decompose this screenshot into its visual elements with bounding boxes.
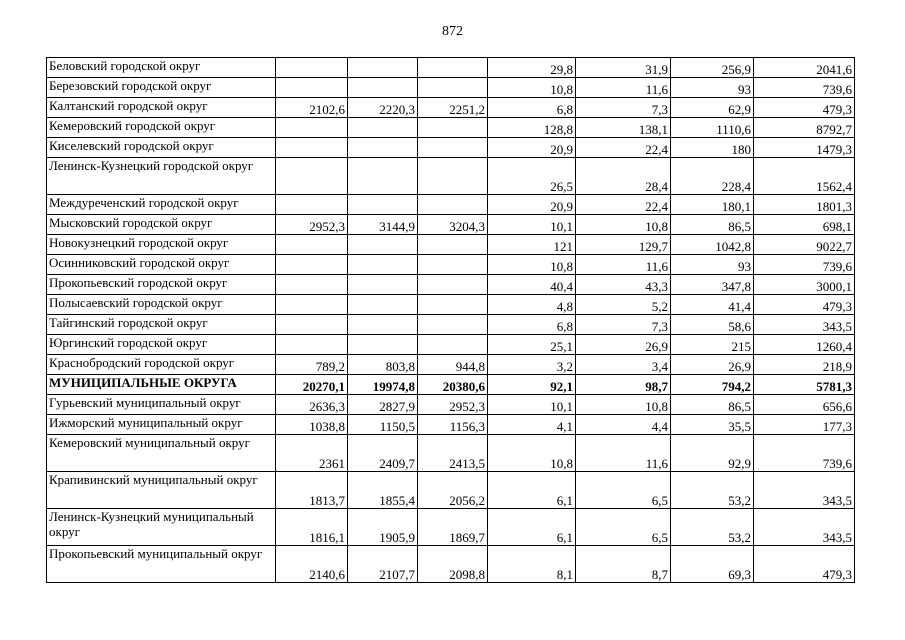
value-cell-c7: 218,9: [754, 355, 855, 375]
value-cell-c7: 479,3: [754, 98, 855, 118]
value-cell-c4: 10,8: [488, 255, 576, 275]
value-cell-c4: 6,1: [488, 509, 576, 546]
value-cell-c2: [348, 138, 418, 158]
table-row: [47, 235, 855, 255]
table-body: [47, 58, 855, 583]
value-cell-c2: 1905,9: [348, 509, 418, 546]
value-cell-c1: 789,2: [276, 355, 348, 375]
value-cell-c3: [418, 78, 488, 98]
value-cell-c2: 1855,4: [348, 472, 418, 509]
row-name-cell: Юргинский городской округ: [47, 335, 276, 355]
value-cell-c6: 86,5: [671, 215, 754, 235]
table-row: [47, 509, 855, 546]
row-name-cell: Тайгинский городской округ: [47, 315, 276, 335]
row-name-cell: Мысковский городской округ: [47, 215, 276, 235]
value-cell-c5: 10,8: [576, 395, 671, 415]
table-row: [47, 355, 855, 375]
value-cell-c5: 43,3: [576, 275, 671, 295]
value-cell-c1: [276, 295, 348, 315]
value-cell-c4: 4,8: [488, 295, 576, 315]
table-row: [47, 215, 855, 235]
value-cell-c7: 343,5: [754, 509, 855, 546]
row-name-cell: Ижморский муниципальный округ: [47, 415, 276, 435]
value-cell-c1: [276, 78, 348, 98]
value-cell-c7: 2041,6: [754, 58, 855, 78]
value-cell-c2: [348, 335, 418, 355]
value-cell-c6: 794,2: [671, 375, 754, 395]
value-cell-c4: 10,8: [488, 435, 576, 472]
value-cell-c1: 2636,3: [276, 395, 348, 415]
value-cell-c7: 5781,3: [754, 375, 855, 395]
value-cell-c7: 1562,4: [754, 158, 855, 195]
value-cell-c1: [276, 315, 348, 335]
table-row: [47, 138, 855, 158]
value-cell-c6: 215: [671, 335, 754, 355]
value-cell-c6: 256,9: [671, 58, 754, 78]
value-cell-c6: 58,6: [671, 315, 754, 335]
value-cell-c7: 8792,7: [754, 118, 855, 138]
value-cell-c5: 11,6: [576, 255, 671, 275]
value-cell-c2: 2827,9: [348, 395, 418, 415]
table-row: [47, 58, 855, 78]
value-cell-c3: [418, 275, 488, 295]
value-cell-c2: 1150,5: [348, 415, 418, 435]
value-cell-c7: 739,6: [754, 78, 855, 98]
value-cell-c5: 8,7: [576, 546, 671, 583]
value-cell-c6: 53,2: [671, 509, 754, 546]
value-cell-c7: 1260,4: [754, 335, 855, 355]
value-cell-c5: 22,4: [576, 195, 671, 215]
value-cell-c3: [418, 138, 488, 158]
value-cell-c6: 26,9: [671, 355, 754, 375]
value-cell-c5: 11,6: [576, 435, 671, 472]
value-cell-c2: [348, 78, 418, 98]
value-cell-c4: 20,9: [488, 195, 576, 215]
value-cell-c4: 6,8: [488, 98, 576, 118]
value-cell-c4: 6,1: [488, 472, 576, 509]
row-name-cell: Березовский городской округ: [47, 78, 276, 98]
value-cell-c3: 1156,3: [418, 415, 488, 435]
value-cell-c3: 2952,3: [418, 395, 488, 415]
value-cell-c3: [418, 235, 488, 255]
value-cell-c3: [418, 58, 488, 78]
value-cell-c7: 479,3: [754, 546, 855, 583]
value-cell-c4: 26,5: [488, 158, 576, 195]
row-name-cell: МУНИЦИПАЛЬНЫЕ ОКРУГА: [47, 375, 276, 395]
value-cell-c4: 10,1: [488, 215, 576, 235]
table-row: [47, 98, 855, 118]
value-cell-c4: 29,8: [488, 58, 576, 78]
table-row: [47, 118, 855, 138]
table-row: [47, 158, 855, 195]
value-cell-c6: 180,1: [671, 195, 754, 215]
row-name-cell: Прокопьевский муниципальный округ: [47, 546, 276, 583]
value-cell-c6: 1042,8: [671, 235, 754, 255]
value-cell-c5: 10,8: [576, 215, 671, 235]
value-cell-c4: 25,1: [488, 335, 576, 355]
value-cell-c2: 2107,7: [348, 546, 418, 583]
value-cell-c2: [348, 295, 418, 315]
table-row: [47, 335, 855, 355]
value-cell-c1: [276, 275, 348, 295]
value-cell-c7: 698,1: [754, 215, 855, 235]
value-cell-c3: 2098,8: [418, 546, 488, 583]
value-cell-c7: 1801,3: [754, 195, 855, 215]
value-cell-c2: [348, 158, 418, 195]
table-row: [47, 295, 855, 315]
value-cell-c2: [348, 235, 418, 255]
value-cell-c6: 228,4: [671, 158, 754, 195]
value-cell-c1: [276, 195, 348, 215]
row-name-cell: Новокузнецкий городской округ: [47, 235, 276, 255]
value-cell-c4: 4,1: [488, 415, 576, 435]
value-cell-c6: 93: [671, 78, 754, 98]
value-cell-c6: 92,9: [671, 435, 754, 472]
value-cell-c3: [418, 255, 488, 275]
value-cell-c1: 2361: [276, 435, 348, 472]
value-cell-c3: [418, 295, 488, 315]
value-cell-c1: 1816,1: [276, 509, 348, 546]
row-name-cell: Беловский городской округ: [47, 58, 276, 78]
value-cell-c4: 6,8: [488, 315, 576, 335]
table-row: [47, 435, 855, 472]
data-table: [46, 57, 855, 583]
value-cell-c1: [276, 235, 348, 255]
value-cell-c3: 3204,3: [418, 215, 488, 235]
value-cell-c4: 10,8: [488, 78, 576, 98]
value-cell-c5: 98,7: [576, 375, 671, 395]
table-row: [47, 255, 855, 275]
table-row: [47, 472, 855, 509]
table-row: [47, 546, 855, 583]
value-cell-c6: 35,5: [671, 415, 754, 435]
value-cell-c3: 2056,2: [418, 472, 488, 509]
table-row: [47, 275, 855, 295]
row-name-cell: Кемеровский городской округ: [47, 118, 276, 138]
value-cell-c7: 1479,3: [754, 138, 855, 158]
value-cell-c1: [276, 255, 348, 275]
row-name-cell: Гурьевский муниципальный округ: [47, 395, 276, 415]
value-cell-c1: [276, 118, 348, 138]
value-cell-c4: 10,1: [488, 395, 576, 415]
value-cell-c7: 739,6: [754, 255, 855, 275]
value-cell-c5: 4,4: [576, 415, 671, 435]
value-cell-c7: 479,3: [754, 295, 855, 315]
value-cell-c3: 944,8: [418, 355, 488, 375]
value-cell-c1: 1813,7: [276, 472, 348, 509]
value-cell-c3: 2251,2: [418, 98, 488, 118]
value-cell-c7: 9022,7: [754, 235, 855, 255]
value-cell-c6: 347,8: [671, 275, 754, 295]
value-cell-c4: 3,2: [488, 355, 576, 375]
value-cell-c3: [418, 195, 488, 215]
value-cell-c3: [418, 118, 488, 138]
value-cell-c5: 26,9: [576, 335, 671, 355]
value-cell-c3: [418, 335, 488, 355]
value-cell-c1: 2102,6: [276, 98, 348, 118]
value-cell-c7: 739,6: [754, 435, 855, 472]
row-name-cell: Краснобродский городской округ: [47, 355, 276, 375]
value-cell-c6: 180: [671, 138, 754, 158]
value-cell-c1: [276, 158, 348, 195]
table-row: [47, 395, 855, 415]
value-cell-c3: 20380,6: [418, 375, 488, 395]
value-cell-c5: 28,4: [576, 158, 671, 195]
value-cell-c2: [348, 255, 418, 275]
value-cell-c4: 20,9: [488, 138, 576, 158]
value-cell-c4: 121: [488, 235, 576, 255]
row-name-cell: Ленинск-Кузнецкий муниципальный округ: [47, 509, 276, 546]
value-cell-c1: 2952,3: [276, 215, 348, 235]
value-cell-c4: 128,8: [488, 118, 576, 138]
value-cell-c1: 20270,1: [276, 375, 348, 395]
value-cell-c6: 93: [671, 255, 754, 275]
value-cell-c6: 53,2: [671, 472, 754, 509]
value-cell-c5: 7,3: [576, 315, 671, 335]
row-name-cell: Полысаевский городской округ: [47, 295, 276, 315]
value-cell-c6: 86,5: [671, 395, 754, 415]
value-cell-c7: 177,3: [754, 415, 855, 435]
value-cell-c7: 343,5: [754, 315, 855, 335]
value-cell-c6: 69,3: [671, 546, 754, 583]
value-cell-c2: [348, 315, 418, 335]
table-row: [47, 195, 855, 215]
value-cell-c7: 656,6: [754, 395, 855, 415]
value-cell-c2: 2409,7: [348, 435, 418, 472]
value-cell-c2: 803,8: [348, 355, 418, 375]
row-name-cell: Междуреченский городской округ: [47, 195, 276, 215]
value-cell-c4: 8,1: [488, 546, 576, 583]
row-name-cell: Калтанский городской округ: [47, 98, 276, 118]
value-cell-c6: 1110,6: [671, 118, 754, 138]
value-cell-c3: [418, 315, 488, 335]
value-cell-c5: 138,1: [576, 118, 671, 138]
value-cell-c5: 7,3: [576, 98, 671, 118]
value-cell-c7: 3000,1: [754, 275, 855, 295]
value-cell-c1: [276, 58, 348, 78]
value-cell-c5: 11,6: [576, 78, 671, 98]
value-cell-c2: 2220,3: [348, 98, 418, 118]
value-cell-c4: 92,1: [488, 375, 576, 395]
value-cell-c4: 40,4: [488, 275, 576, 295]
table-row: [47, 78, 855, 98]
table-row: [47, 315, 855, 335]
table-row: [47, 375, 855, 395]
value-cell-c5: 5,2: [576, 295, 671, 315]
value-cell-c2: 3144,9: [348, 215, 418, 235]
value-cell-c3: 2413,5: [418, 435, 488, 472]
value-cell-c1: 1038,8: [276, 415, 348, 435]
row-name-cell: Кемеровский муниципальный округ: [47, 435, 276, 472]
table-row: [47, 415, 855, 435]
value-cell-c2: [348, 118, 418, 138]
value-cell-c6: 41,4: [671, 295, 754, 315]
row-name-cell: Киселевский городской округ: [47, 138, 276, 158]
value-cell-c2: 19974,8: [348, 375, 418, 395]
row-name-cell: Крапивинский муниципальный округ: [47, 472, 276, 509]
value-cell-c3: 1869,7: [418, 509, 488, 546]
value-cell-c1: [276, 335, 348, 355]
value-cell-c3: [418, 158, 488, 195]
value-cell-c5: 6,5: [576, 509, 671, 546]
value-cell-c5: 129,7: [576, 235, 671, 255]
value-cell-c5: 31,9: [576, 58, 671, 78]
value-cell-c2: [348, 195, 418, 215]
value-cell-c6: 62,9: [671, 98, 754, 118]
value-cell-c2: [348, 58, 418, 78]
value-cell-c5: 6,5: [576, 472, 671, 509]
value-cell-c5: 3,4: [576, 355, 671, 375]
value-cell-c2: [348, 275, 418, 295]
value-cell-c1: [276, 138, 348, 158]
row-name-cell: Ленинск-Кузнецкий городской округ: [47, 158, 276, 195]
row-name-cell: Осинниковский городской округ: [47, 255, 276, 275]
value-cell-c5: 22,4: [576, 138, 671, 158]
value-cell-c7: 343,5: [754, 472, 855, 509]
value-cell-c1: 2140,6: [276, 546, 348, 583]
row-name-cell: Прокопьевский городской округ: [47, 275, 276, 295]
page-number: 872: [442, 24, 463, 39]
